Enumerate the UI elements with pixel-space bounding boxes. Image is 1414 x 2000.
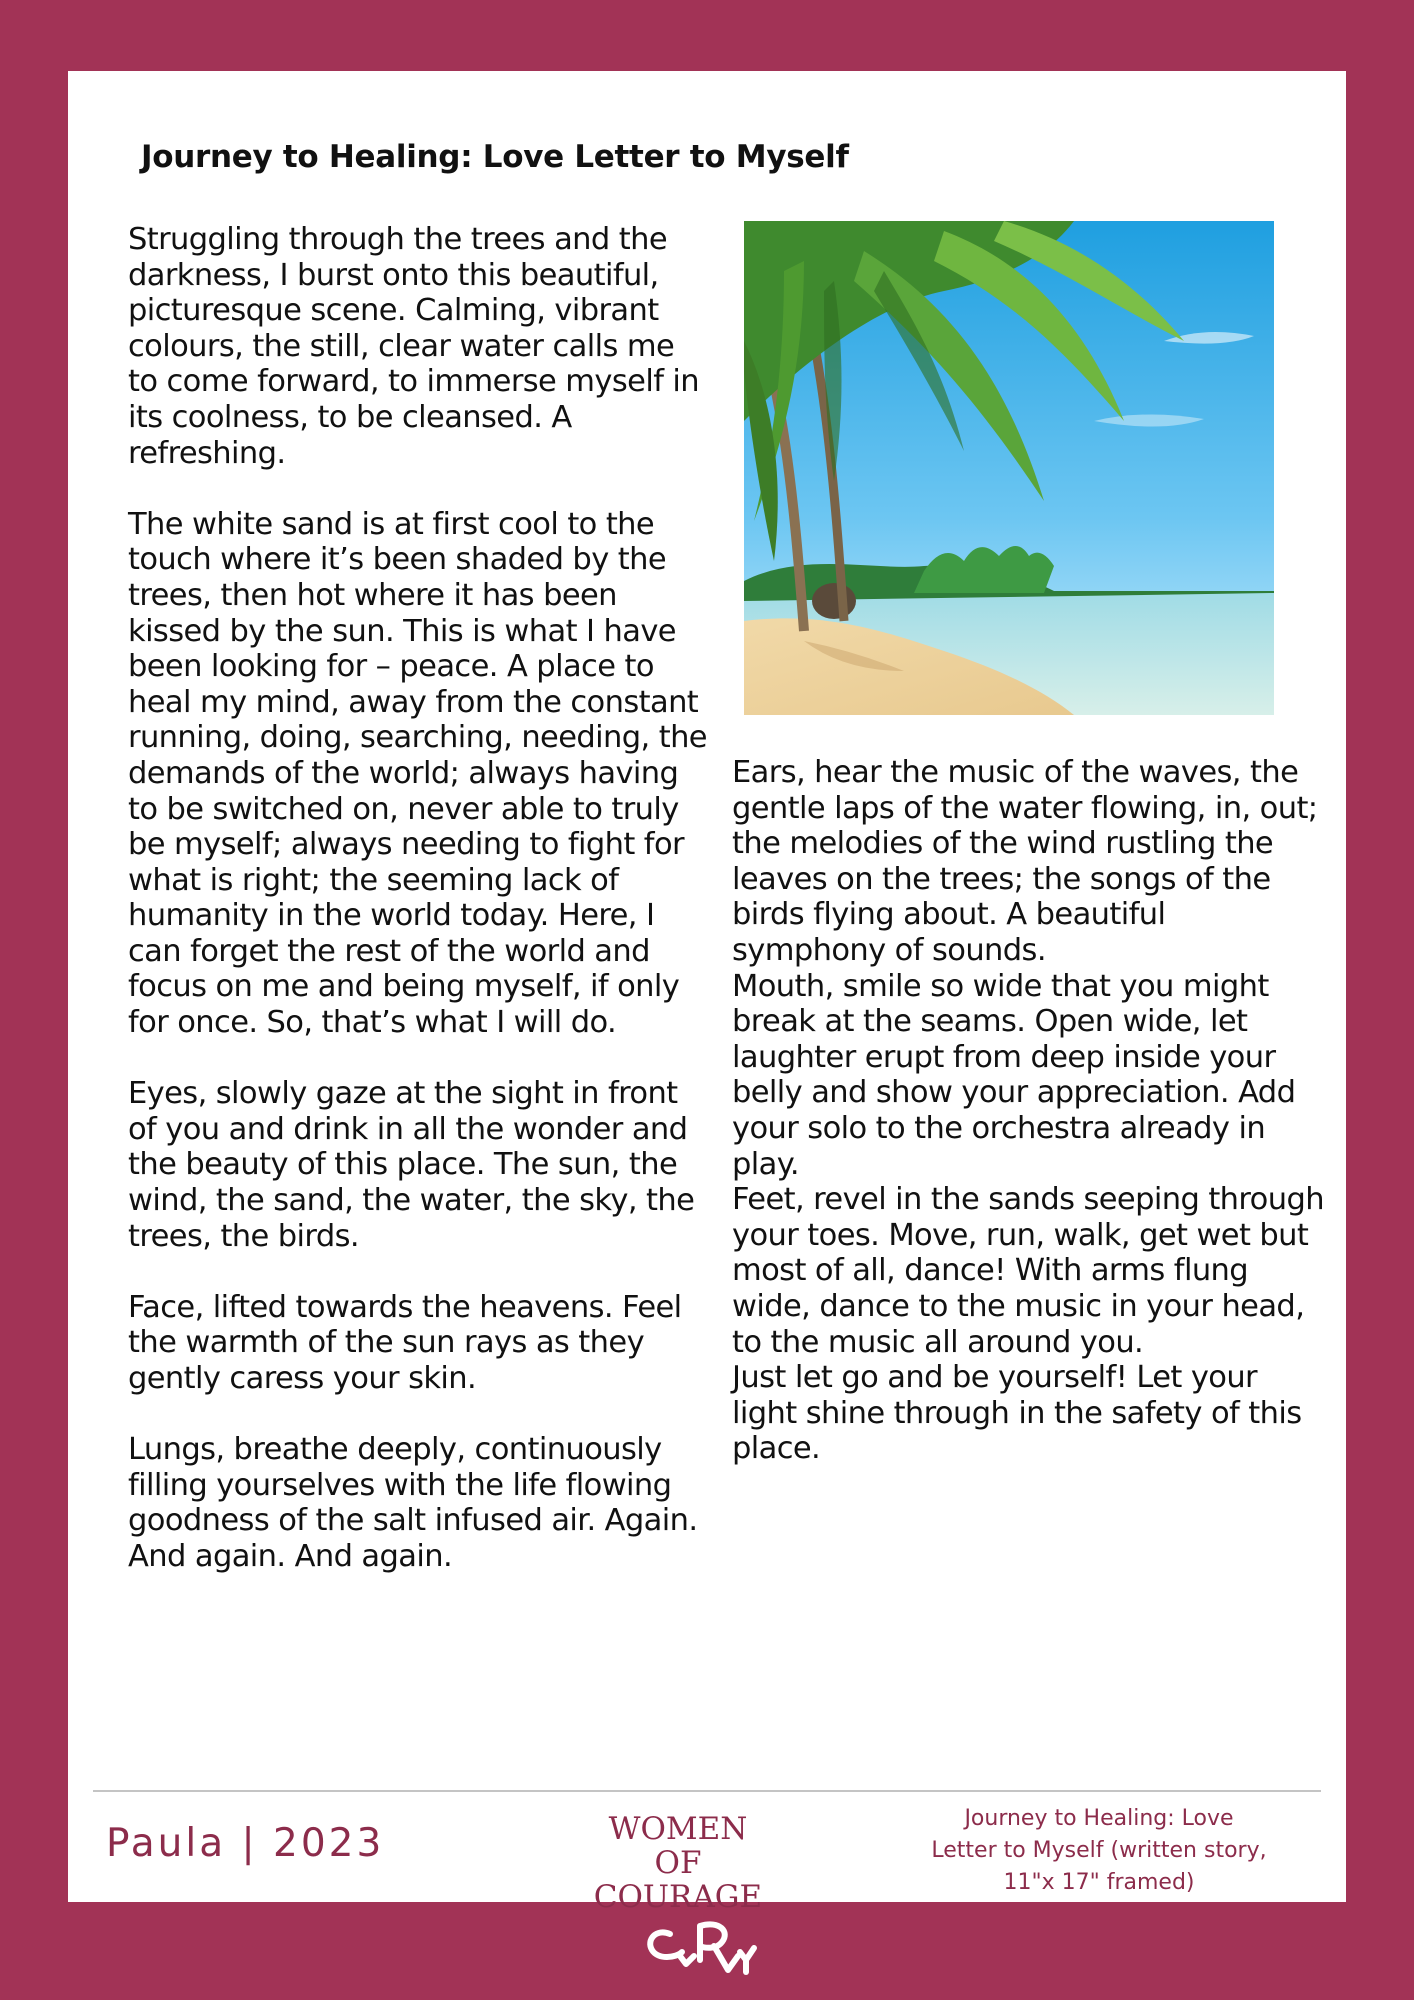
paragraph: Eyes, slowly gaze at the sight in front of you and drink in all the wonder and the beauty of this place. The sun, the wind, the sand, the water, the sky, the trees, the birds.	[128, 1076, 695, 1254]
document-page	[68, 71, 1346, 1915]
brand-wordmark	[588, 1812, 768, 1914]
beach-photo	[744, 221, 1274, 715]
paragraph: The white sand is at first cool to the touch where it’s been shaded by the trees, then hot where it has been kissed by the sun. This is what I have been looking for – peace. A place to heal my mind, away from the constant running, doing, searching, needing, the demands of the world; always having to be switched on, never able to truly be myself; always needing to fight for what is right; the seeming lack of humanity in the world today. Here, I can forget the rest of the world and focus on me and being myself, if only for once. So, that’s what I will do.	[128, 506, 707, 1041]
artist-year: Paula | 2023	[106, 1821, 385, 1866]
logo-icon	[642, 1912, 766, 1984]
brand-line: WOMEN OF	[608, 1811, 748, 1881]
paragraph: Mouth, smile so wide that you might break at the seams. Open wide, let laughter erupt from deep inside your belly and show your appreciation. Add your solo to the orchestra already in play.	[732, 968, 1296, 1182]
paragraph: Lungs, breathe deeply, continuously filling yourselves with the life flowing goodness of the salt infused air. Again. And again. And again.	[128, 1432, 698, 1574]
paragraph: Just let go and be yourself! Let your light shine through in the safety of this place.	[732, 1360, 1302, 1467]
page-title: Journey to Healing: Love Letter to Myself	[141, 139, 849, 175]
artwork-caption: Journey to Healing: Love Letter to Myself (written story, 11"x 17" framed)	[931, 1806, 1267, 1895]
paragraph: Struggling through the trees and the darkness, I burst onto this beautiful, picturesque scene. Calming, vibrant colours, the still, clear water calls me to come forward, to immerse myself in its coolness, to be cleansed. A refreshing.	[128, 222, 700, 471]
right-text-column	[732, 755, 1324, 1467]
paragraph: Ears, hear the music of the waves, the gentle laps of the water flowing, in, out; the melodies of the wind rustling the leaves on the trees; the songs of the birds flying about. A beautiful symphony of sounds.	[732, 755, 1318, 968]
left-text-column	[128, 222, 710, 1575]
paragraph: Face, lifted towards the heavens. Feel the warmth of the sun rays as they gently caress your skin.	[128, 1289, 682, 1396]
paragraph: Feet, revel in the sands seeping through your toes. Move, run, walk, get wet but most of all, dance! With arms flung wide, dance to the music in your head, to the music all around you.	[732, 1182, 1324, 1360]
footer-divider	[93, 1790, 1321, 1792]
brand-line: COURAGE	[593, 1879, 763, 1915]
